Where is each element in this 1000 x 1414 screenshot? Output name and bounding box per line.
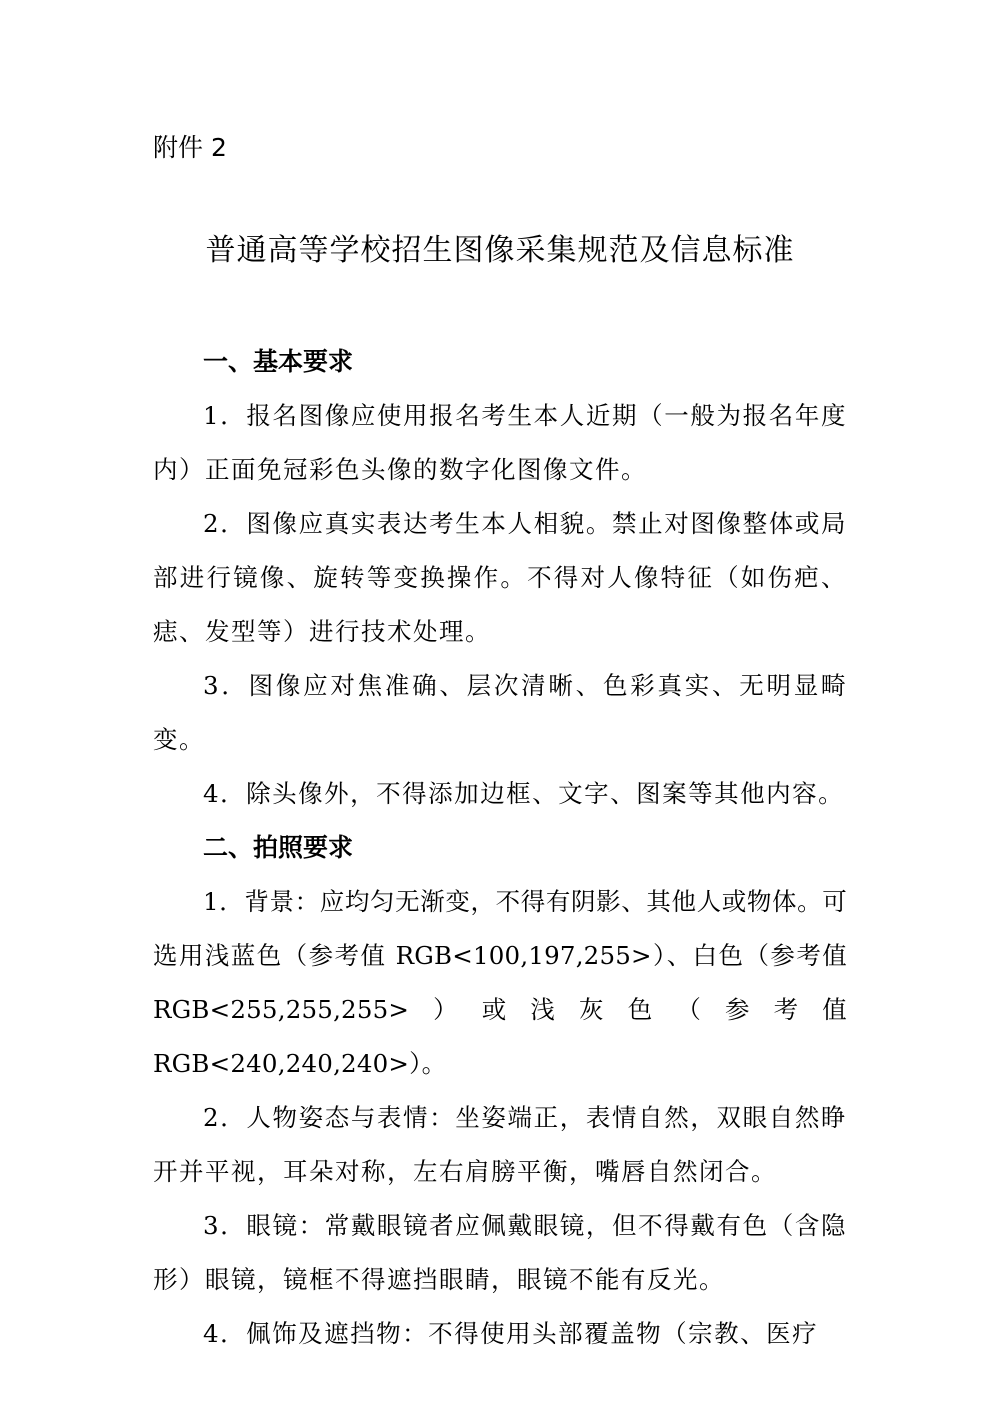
- paragraph-photo-1-background: 1．背景：应均匀无渐变，不得有阴影、其他人或物体。可选用浅蓝色（参考值 RGB<100,197,255>）、白色（参考值 RGB<255,255,255>）或浅灰色（参考值 RGB<240,240,240>）。: [153, 887, 847, 1078]
- document-title: 普通高等学校招生图像采集规范及信息标准: [205, 233, 795, 268]
- paragraph-basic-1: 1．报名图像应使用报名考生本人近期（一般为报名年度内）正面免冠彩色头像的数字化图像文件。: [153, 401, 847, 484]
- document-body: [153, 335, 847, 1361]
- attachment-label: 附件 2: [153, 133, 227, 162]
- paragraph-photo-3-glasses: 3．眼镜：常戴眼镜者应佩戴眼镜，但不得戴有色（含隐形）眼镜，镜框不得遮挡眼睛，眼镜不能有反光。: [153, 1211, 847, 1294]
- paragraph-basic-2: 2．图像应真实表达考生本人相貌。禁止对图像整体或局部进行镜像、旋转等变换操作。不得对人像特征（如伤疤、痣、发型等）进行技术处理。: [153, 509, 847, 646]
- paragraph-basic-3: 3．图像应对焦准确、层次清晰、色彩真实、无明显畸变。: [153, 671, 847, 754]
- paragraph-photo-2-posture: 2．人物姿态与表情：坐姿端正，表情自然，双眼自然睁开并平视，耳朵对称，左右肩膀平衡，嘴唇自然闭合。: [153, 1103, 847, 1186]
- section-heading-basic-requirements: 一、基本要求: [203, 347, 354, 376]
- paragraph-photo-4-accessories: 4．佩饰及遮挡物：不得使用头部覆盖物（宗教、医疗: [203, 1319, 819, 1348]
- paragraph-basic-4: 4．除头像外，不得添加边框、文字、图案等其他内容。: [203, 779, 845, 808]
- section-heading-photo-requirements: 二、拍照要求: [203, 833, 354, 862]
